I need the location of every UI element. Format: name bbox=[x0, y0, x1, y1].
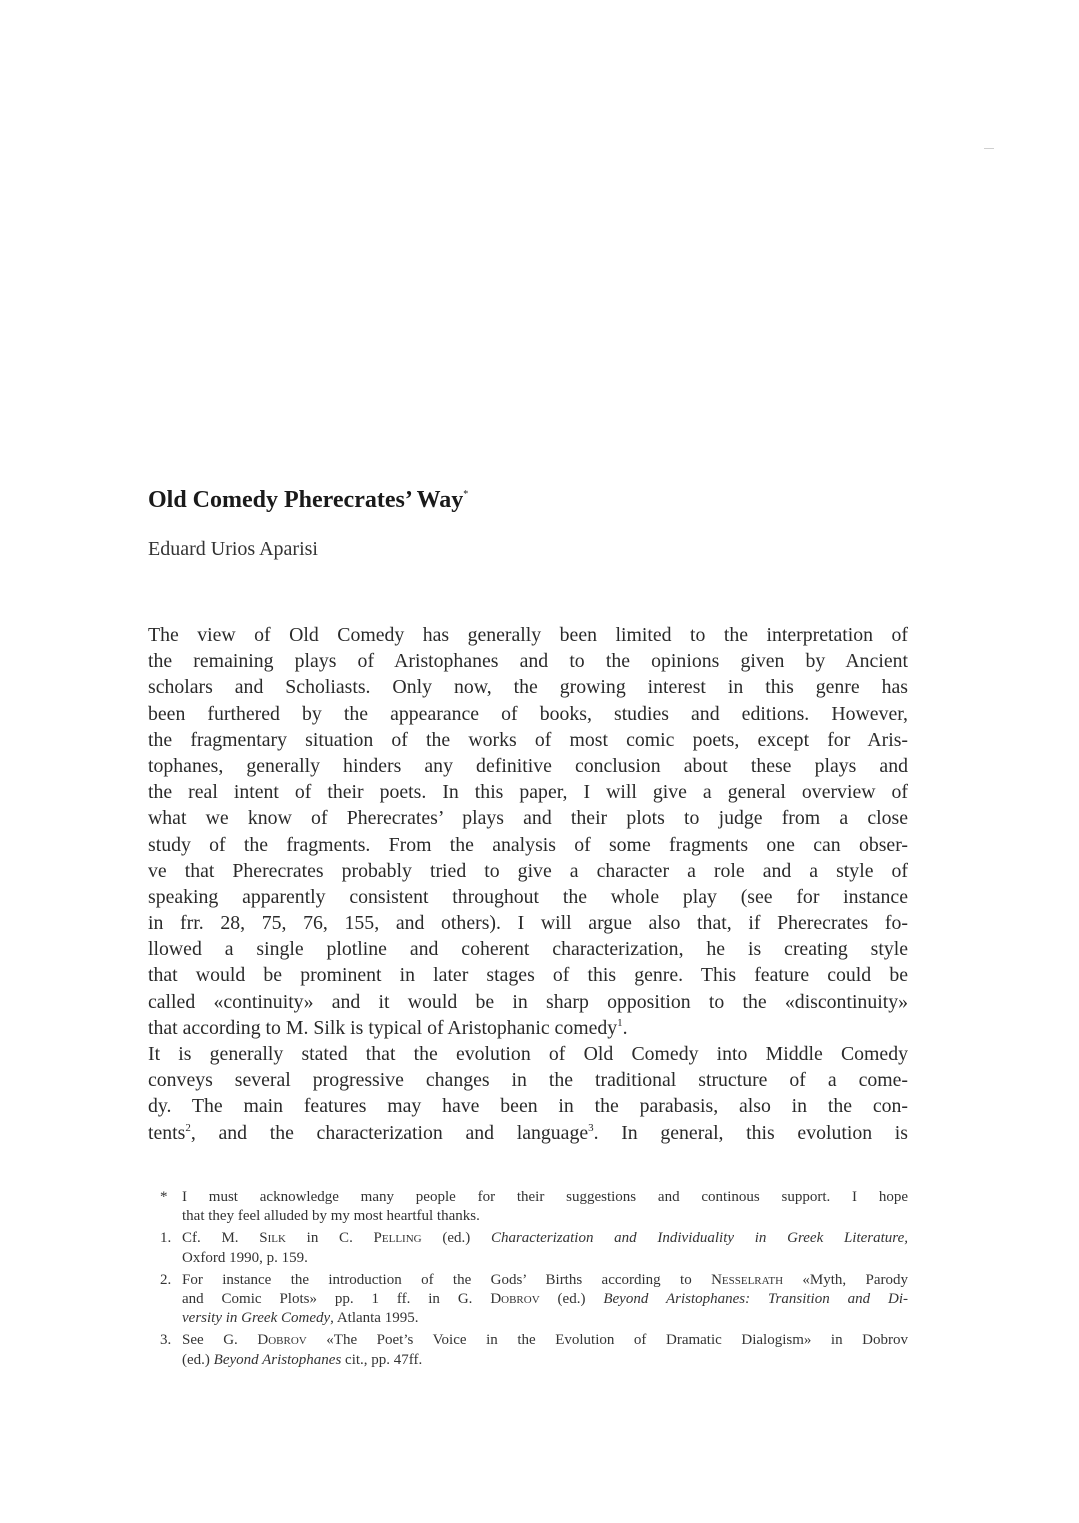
work-title: Beyond Aristophanes: Transition and Di- bbox=[603, 1290, 909, 1307]
body-line: study of the fragments. From the analysis of some fragments one can obser- bbox=[148, 833, 908, 856]
footnote-marker: 1. bbox=[160, 1230, 172, 1247]
body-line: what we know of Pherecrates’ plays and their plots to judge from a close bbox=[148, 807, 908, 830]
body-text bbox=[148, 622, 908, 1146]
body-line: llowed a single plotline and coherent characterization, he is creating style bbox=[148, 938, 908, 961]
footnotes bbox=[160, 1188, 908, 1373]
footnote-3 bbox=[160, 1331, 908, 1369]
footnote-line bbox=[182, 1271, 908, 1290]
author-surname: Nesselrath bbox=[711, 1271, 784, 1288]
body-line: called «continuity» and it would be in sharp opposition to the «discontinuity» bbox=[148, 990, 908, 1013]
body-line: dy. The main features may have been in the parabasis, also in the con- bbox=[148, 1095, 908, 1118]
footnote-marker: * bbox=[160, 1189, 168, 1205]
title-footnote-marker: * bbox=[463, 489, 469, 500]
body-line: conveys several progressive changes in the traditional structure of a come- bbox=[148, 1069, 908, 1092]
footnote-ref-2[interactable]: 2 bbox=[185, 1121, 191, 1134]
footnote-ref-1[interactable]: 1 bbox=[617, 1016, 623, 1029]
article-title-text: Old Comedy Pherecrates’ Way bbox=[148, 487, 464, 513]
body-line-text: . In general, this evolution is bbox=[593, 1121, 908, 1144]
body-line: ve that Pherecrates probably tried to give a character a role and a style of bbox=[148, 859, 908, 882]
body-line: the remaining plays of Aristophanes and to the opinions given by Ancient bbox=[148, 650, 908, 673]
footnote-line bbox=[182, 1331, 908, 1350]
footnote-text: «Myth, Parody bbox=[783, 1271, 908, 1288]
footnote-ref-3[interactable]: 3 bbox=[588, 1121, 594, 1134]
author-name: Eduard Urios Aparisi bbox=[148, 538, 318, 560]
body-line-paragraph-end bbox=[148, 1015, 908, 1041]
footnote-line bbox=[182, 1351, 908, 1370]
scan-edge-mark bbox=[984, 148, 994, 149]
body-line: It is generally stated that the evolution of Old Comedy into Middle Comedy bbox=[148, 1043, 908, 1065]
body-line-text: that according to M. Silk is typical of Aristophanic comedy bbox=[148, 1016, 618, 1039]
body-line: scholars and Scholiasts. Only now, the growing interest in this genre has bbox=[148, 676, 908, 699]
body-line: in frr. 28, 75, 76, 155, and others). I will argue also that, if Pherecrates fo- bbox=[148, 912, 908, 935]
footnote-2 bbox=[160, 1271, 908, 1329]
author-surname: Silk bbox=[259, 1230, 286, 1247]
author-surname: Dobrov bbox=[257, 1332, 307, 1349]
article-title bbox=[148, 487, 468, 514]
body-line: tophanes, generally hinders any definitive conclusion about these plays and bbox=[148, 754, 908, 777]
footnote-marker: 2. bbox=[160, 1271, 172, 1288]
author-surname: Pelling bbox=[373, 1230, 422, 1247]
footnote-line bbox=[182, 1290, 908, 1309]
footnote-marker: 3. bbox=[160, 1332, 172, 1349]
footnote-text: Cf. M. bbox=[182, 1230, 260, 1247]
footnote-text: (ed.) bbox=[539, 1290, 604, 1307]
footnote-text: See G. bbox=[182, 1332, 258, 1349]
footnote-text: (ed.) bbox=[182, 1351, 214, 1368]
footnote-text: For instance the introduction of the Gods’ Births according to bbox=[182, 1271, 712, 1288]
body-line: the fragmentary situation of the works of most comic poets, except for Aris- bbox=[148, 728, 908, 751]
body-line: that would be prominent in later stages of this genre. This feature could be bbox=[148, 964, 908, 987]
author-surname: Dobrov bbox=[490, 1290, 540, 1307]
footnote-text: and Comic Plots» pp. 1 ff. in G. bbox=[182, 1290, 491, 1307]
body-line-with-refs bbox=[148, 1120, 908, 1146]
body-line: The view of Old Comedy has generally been limited to the interpretation of bbox=[148, 624, 908, 646]
footnote-1 bbox=[160, 1229, 908, 1267]
body-line: speaking apparently consistent throughout the whole play (see for instance bbox=[148, 885, 908, 908]
footnote-text: , Atlanta 1995. bbox=[330, 1310, 419, 1327]
footnote-line bbox=[182, 1309, 908, 1328]
body-line: been furthered by the appearance of books, studies and editions. However, bbox=[148, 702, 908, 725]
work-title: versity in Greek Comedy bbox=[182, 1310, 331, 1327]
footnote-text: (ed.) bbox=[421, 1230, 491, 1247]
footnote-line: I must acknowledge many people for their suggestions and continous support. I hope bbox=[182, 1189, 908, 1205]
work-title: Characterization and Individuality in Greek Literature, bbox=[490, 1230, 908, 1247]
footnote-text: in C. bbox=[285, 1230, 374, 1247]
body-line-text: , and the characterization and language bbox=[190, 1121, 589, 1144]
footnote-text: «The Poet’s Voice in the Evolution of Dramatic Dialogism» in Dobrov bbox=[306, 1332, 908, 1349]
footnote-line bbox=[182, 1229, 908, 1248]
body-line: the real intent of their poets. In this paper, I will give a general overview of bbox=[148, 781, 908, 804]
footnote-line: that they feel alluded by my most heartful thanks. bbox=[182, 1208, 480, 1225]
body-line-text: tents bbox=[148, 1121, 186, 1144]
work-title: Beyond Aristophanes bbox=[213, 1351, 342, 1368]
footnote-line: Oxford 1990, p. 159. bbox=[182, 1249, 308, 1266]
footnote-text: cit., pp. 47ff. bbox=[341, 1351, 423, 1368]
period: . bbox=[622, 1016, 628, 1039]
footnote-star bbox=[160, 1188, 908, 1226]
